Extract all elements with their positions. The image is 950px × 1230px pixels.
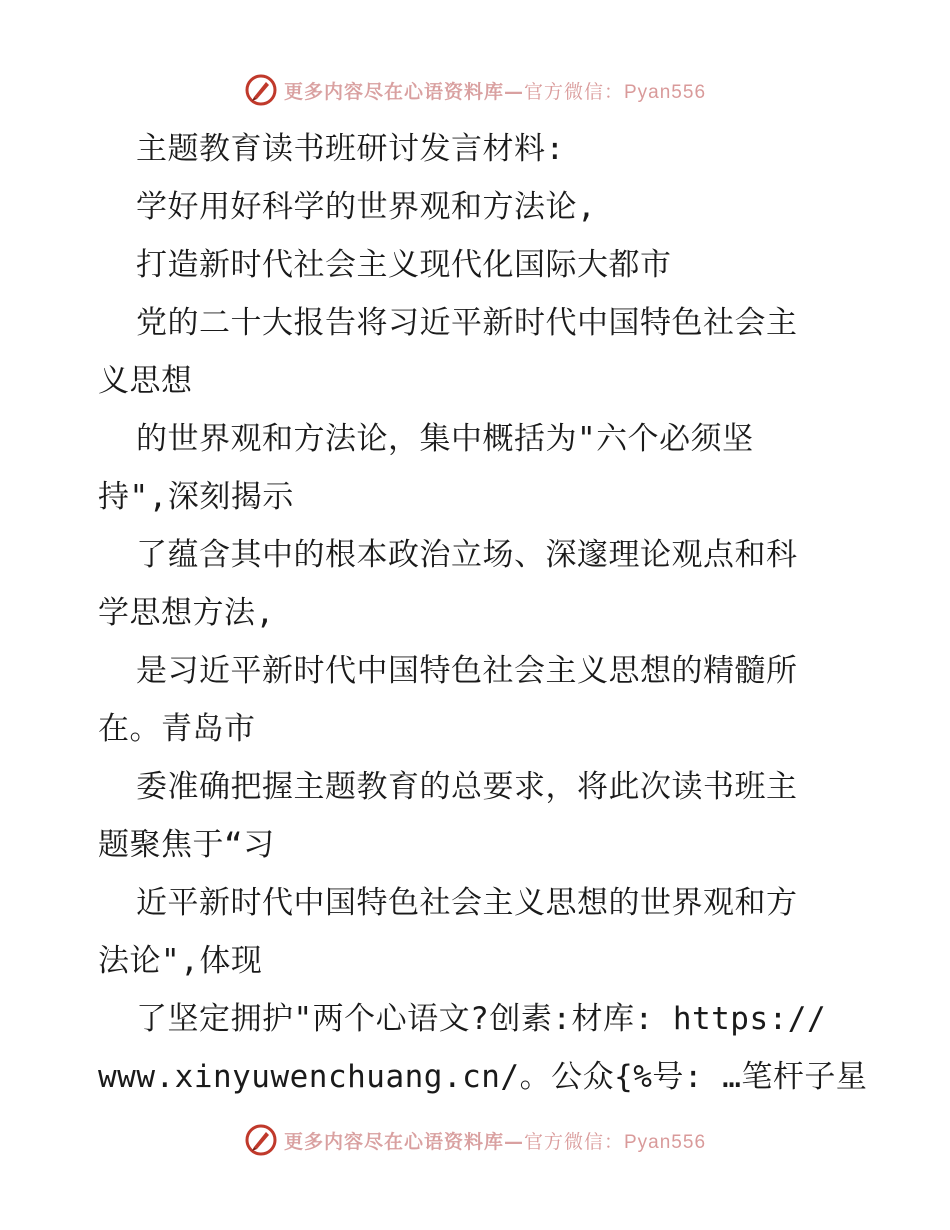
text-line: 打造新时代社会主义现代化国际大都市 — [136, 247, 672, 283]
banner-text — [284, 77, 706, 104]
text-line: 学好用好科学的世界观和方法论, — [136, 189, 597, 225]
document-body — [98, 120, 868, 1106]
logo-icon — [244, 73, 278, 107]
text-line: 是习近平新时代中国特色社会主义思想的精髓所 — [136, 653, 798, 689]
banner-wechat-text: 官方微信：Pyan556 — [524, 1131, 707, 1153]
text-line: 主题教育读书班研讨发言材料: — [136, 131, 565, 167]
text-line: 在。青岛市 — [98, 711, 256, 747]
text-line: 近平新时代中国特色社会主义思想的世界观和方 — [136, 885, 798, 921]
text-line: 义思想 — [98, 363, 193, 399]
text-line: 学思想方法, — [98, 595, 275, 631]
banner-wechat-text: 官方微信：Pyan556 — [524, 81, 707, 103]
text-line: 了蕴含其中的根本政治立场、深邃理论观点和科 — [136, 537, 798, 573]
text-line: 题聚焦于“习 — [98, 827, 275, 863]
text-line: 委准确把握主题教育的总要求，将此次读书班主 — [136, 769, 798, 805]
text-line: 党的二十大报告将习近平新时代中国特色社会主 — [136, 305, 798, 341]
text-line: www.xinyuwenchuang.cn/。公众{%号: …笔杆子星 — [98, 1059, 868, 1095]
footer-banner — [0, 1120, 950, 1160]
banner-text — [284, 1127, 706, 1154]
logo-icon — [244, 1123, 278, 1157]
text-line: 持",深刻揭示 — [98, 479, 294, 515]
text-line: 了坚定拥护"两个心语文?创素:材库: https:// — [136, 1001, 827, 1037]
banner-site-text: 更多内容尽在心语资料库— — [283, 1130, 524, 1153]
banner-site-text: 更多内容尽在心语资料库— — [283, 80, 524, 103]
text-line: 的世界观和方法论，集中概括为"六个必须坚 — [136, 421, 754, 457]
text-line: 法论",体现 — [98, 943, 263, 979]
header-banner — [0, 70, 950, 110]
